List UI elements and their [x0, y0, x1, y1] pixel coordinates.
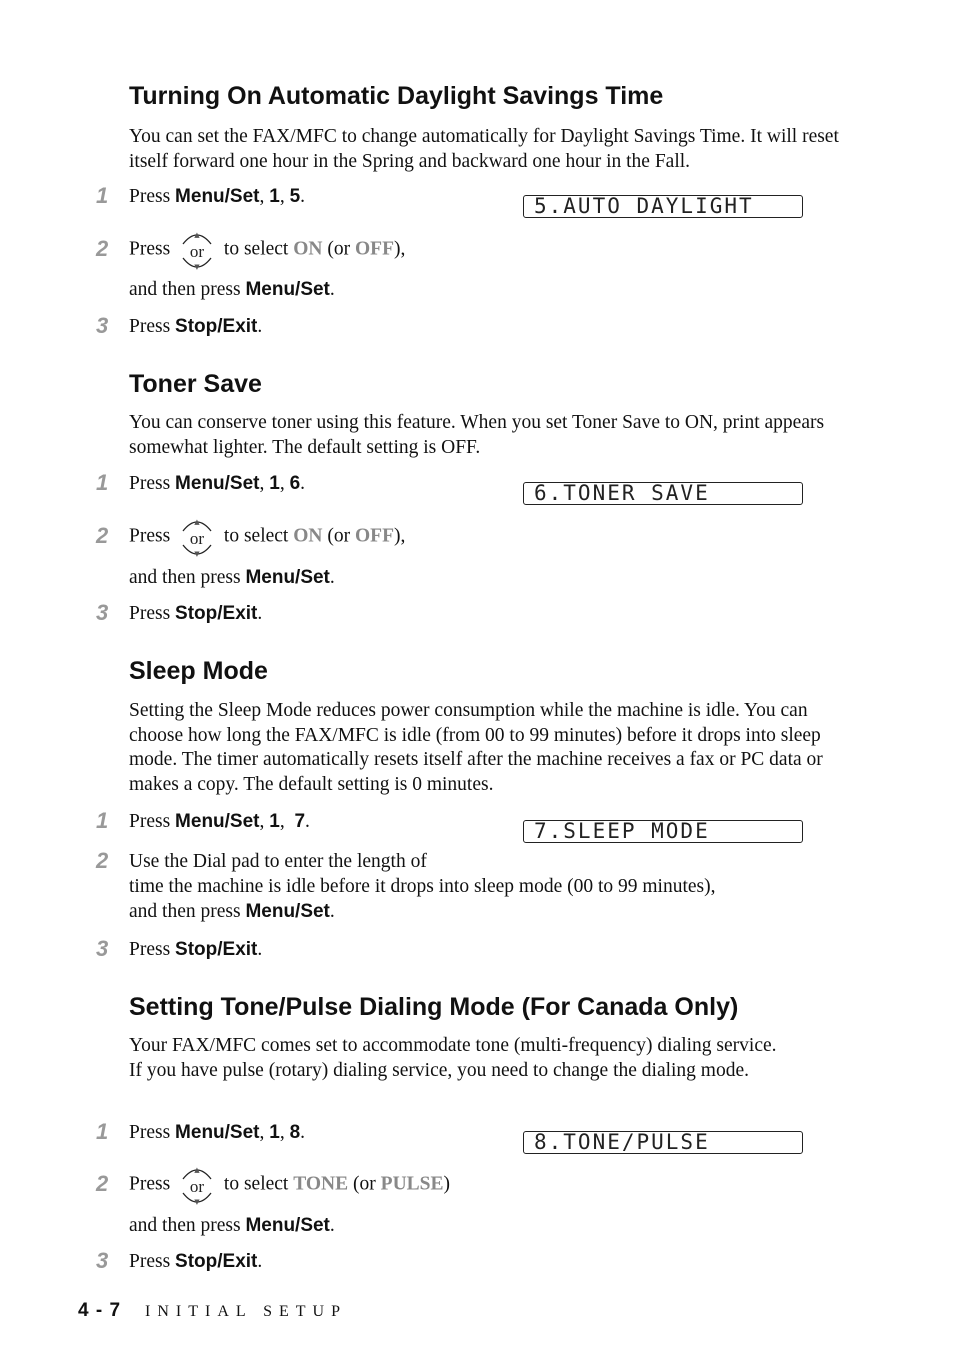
svg-text:▼: ▼	[194, 1198, 200, 1206]
lcd-display: 5.AUTO DAYLIGHT	[523, 195, 803, 218]
svg-text:▼: ▼	[194, 263, 200, 271]
section-title-tone-pulse: Setting Tone/Pulse Dialing Mode (For Canada Only)	[129, 993, 739, 1021]
up-down-arrow-icon	[181, 515, 213, 559]
svg-text:▲: ▲	[194, 518, 200, 526]
step-number: 2	[96, 236, 109, 261]
step-2-line2: and then press Menu/Set.	[129, 567, 335, 588]
up-down-arrow-icon	[181, 228, 213, 272]
lcd-display: 8.TONE/PULSE	[523, 1131, 803, 1154]
page-footer	[78, 1300, 347, 1322]
section-title-sleep-mode: Sleep Mode	[129, 657, 268, 685]
section-intro: You can set the FAX/MFC to change automatically for Daylight Savings Time. It will reset itself forward one hour in the Spring and backward one hour in the Fall.	[129, 126, 839, 172]
key-stop-exit: Stop/Exit	[175, 316, 258, 337]
section-title-toner-save: Toner Save	[129, 370, 262, 398]
step-3: Press Stop/Exit.	[129, 939, 263, 960]
step-2-line2: and then press Menu/Set.	[129, 279, 335, 300]
section-intro: You can conserve toner using this feature. When you set Toner Save to ON, print appears somewhat lighter. The default setting is OFF.	[129, 412, 825, 458]
step-1: Press Menu/Set, 1, 6.	[129, 473, 306, 494]
step-number: 1	[96, 1119, 109, 1144]
step-2: Use the Dial pad to enter the length of time the machine is idle before it drops into sleep mode (00 to 99 minutes), and then press Menu/Set.	[129, 851, 716, 922]
svg-text:or: or	[189, 242, 205, 261]
step-2: Press ▲ ▼ or to select ON (or OFF),	[129, 515, 405, 559]
svg-text:▲: ▲	[194, 1166, 200, 1174]
step-1: Press Menu/Set, 1, 8.	[129, 1122, 306, 1143]
step-2: Press ▲ ▼ or to select ON (or OFF),	[129, 228, 405, 272]
section-title-daylight: Turning On Automatic Daylight Savings Time	[129, 82, 664, 110]
step-number: 2	[96, 848, 109, 873]
step-3: Press Stop/Exit.	[129, 1251, 263, 1272]
chapter-title: INITIAL SETUP	[145, 1303, 347, 1320]
up-down-arrow-icon	[181, 1163, 213, 1207]
step-number: 2	[96, 523, 109, 548]
step-2: Press ▲ ▼ or to select TONE (or PULSE)	[129, 1163, 450, 1207]
section-intro: Setting the Sleep Mode reduces power consumption while the machine is idle. You can choose how long the FAX/MFC is idle (from 00 to 99 minutes) before it drops into sleep mode. The timer automatically resets itself after the machine receives a fax or PC data or makes a copy. The default setting is 0 minutes.	[129, 700, 823, 795]
step-2-line2: and then press Menu/Set.	[129, 1215, 335, 1236]
step-3: Press Stop/Exit.	[129, 603, 263, 624]
lcd-display: 7.SLEEP MODE	[523, 820, 803, 843]
svg-text:▼: ▼	[194, 550, 200, 558]
step-number: 3	[96, 600, 109, 625]
svg-text:or: or	[189, 529, 205, 548]
step-1: Press Menu/Set, 1, 7.	[129, 811, 310, 832]
section-intro: Your FAX/MFC comes set to accommodate tone (multi-frequency) dialing service. If you have pulse (rotary) dialing service, you need to change the dialing mode.	[129, 1035, 777, 1081]
step-number: 1	[96, 183, 109, 208]
step-3: Press Stop/Exit.	[129, 316, 263, 337]
svg-text:▲: ▲	[194, 231, 200, 239]
page-number: 4 - 7	[78, 1300, 122, 1321]
lcd-display: 6.TONER SAVE	[523, 482, 803, 505]
step-number: 3	[96, 313, 109, 338]
step-number: 3	[96, 936, 109, 961]
step-number: 1	[96, 808, 109, 833]
svg-text:or: or	[189, 1177, 205, 1196]
step-number: 3	[96, 1248, 109, 1273]
step-number: 1	[96, 470, 109, 495]
step-number: 2	[96, 1171, 109, 1196]
key-menu-set: Menu/Set	[175, 186, 260, 207]
step-1: Press Menu/Set, 1, 5.	[129, 186, 306, 207]
